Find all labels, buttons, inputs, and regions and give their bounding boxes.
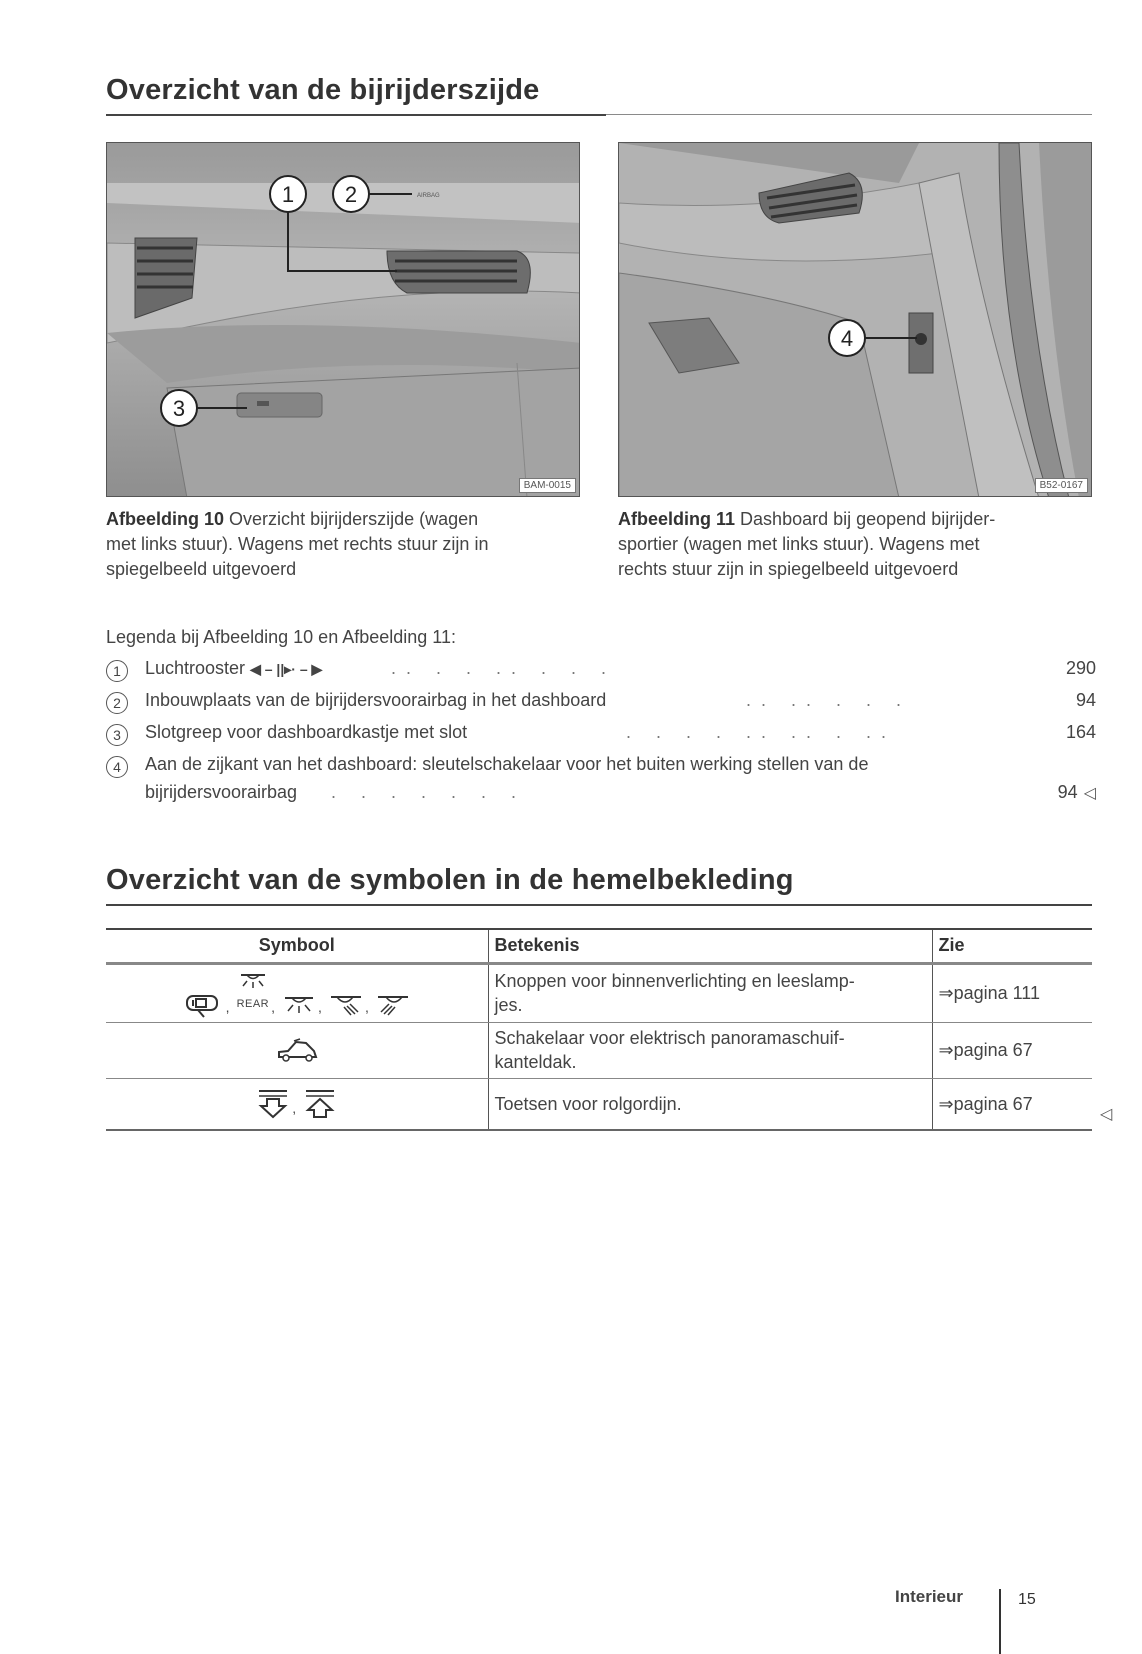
legend-page-link[interactable]: 164 xyxy=(1065,722,1096,742)
figure-11-image xyxy=(618,142,1092,497)
legend-item xyxy=(106,658,1096,684)
back-triangle-icon: ◁ xyxy=(1083,785,1096,802)
title-underline xyxy=(106,114,606,116)
reading-light-right-icon xyxy=(376,993,410,1017)
column-header-see: Zie xyxy=(932,929,1092,963)
meaning-text: jes. xyxy=(494,995,523,1016)
footer-section-name: Interieur xyxy=(895,1587,964,1606)
interior-light-car-icon xyxy=(184,991,224,1019)
column-header-meaning: Betekenis xyxy=(488,929,932,963)
caption-line: met links stuur). Wagens met rechts stuur zijn in xyxy=(106,534,489,554)
legend-page-link[interactable]: 290 xyxy=(1065,658,1096,678)
callout-3: 3 xyxy=(172,396,186,421)
legend-text: Luchtrooster xyxy=(145,658,246,678)
dome-light-icon xyxy=(282,994,316,1016)
section-title-passenger-side: Overzicht van de bijrijderszijde xyxy=(106,74,540,106)
legend-number: 2 xyxy=(106,692,128,714)
caption-line: Overzicht bijrijderszijde (wagen xyxy=(229,509,479,529)
leader-dots: . . . . . . . xyxy=(331,782,527,802)
see-page-link[interactable]: ⇒pagina 67 xyxy=(932,1022,1092,1078)
legend-number: 4 xyxy=(106,756,128,778)
see-page-link[interactable]: ⇒pagina 111 xyxy=(932,963,1092,1022)
symbols-table xyxy=(106,928,1092,1131)
legend-page-link[interactable]: 94 xyxy=(1075,690,1096,710)
airbag-tag: AIRBAG xyxy=(417,193,440,199)
table-header-row xyxy=(106,929,1092,963)
title-underline xyxy=(106,904,1092,906)
rear-label: REAR xyxy=(236,997,270,1010)
leader-dots: . . . . .. .. . .. xyxy=(626,722,897,742)
figure-10-caption xyxy=(106,507,580,582)
legend-text: Aan de zijkant van het dashboard: sleutelschakelaar voor het buiten werking stellen van de xyxy=(145,754,869,774)
caption-line: rechts stuur zijn in spiegelbeeld uitgevoerd xyxy=(618,559,959,579)
legend-item xyxy=(106,754,1096,780)
figure-code: BAM-0015 xyxy=(519,478,576,493)
section-title-headliner-symbols: Overzicht van de symbolen in de hemelbekleding xyxy=(106,864,794,896)
see-page-link[interactable]: ⇒pagina 67 xyxy=(932,1078,1092,1130)
callout-2: 2 xyxy=(344,182,358,207)
page-number: 15 xyxy=(1018,1591,1036,1608)
meaning-text: Knoppen voor binnenverlichting en leeslamp- xyxy=(494,971,855,992)
leader-dots: .. . . .. . . . xyxy=(391,658,617,678)
legend-text: Slotgreep voor dashboardkastje met slot xyxy=(145,722,468,742)
legend-item xyxy=(106,690,1096,716)
meaning-text: Toetsen voor rolgordijn. xyxy=(488,1078,932,1130)
table-row: , Toetsen voor rolgordijn. ⇒pagina 67 xyxy=(106,1078,1092,1130)
figure-11-caption xyxy=(618,507,1092,582)
legend-item-cont xyxy=(106,782,1096,808)
legend-text: Inbouwplaats van de bijrijdersvoorairbag in het dashboard xyxy=(145,690,607,710)
caption-line: Dashboard bij geopend bijrijder- xyxy=(740,509,996,529)
legend-page-link[interactable]: 94 xyxy=(1057,782,1078,802)
meaning-text: kanteldak. xyxy=(494,1052,577,1073)
callout-4: 4 xyxy=(840,326,854,351)
figure-code: B52-0167 xyxy=(1035,478,1088,493)
legend-intro: Legenda bij Afbeelding 10 en Afbeelding 11: xyxy=(106,627,456,647)
meaning-text: Schakelaar voor elektrisch panoramaschuif- xyxy=(494,1028,845,1049)
figure-10-image xyxy=(106,142,580,497)
blind-open-icon xyxy=(303,1088,337,1120)
legend-text: bijrijdersvoorairbag xyxy=(145,782,298,802)
sunroof-car-icon xyxy=(274,1037,320,1063)
title-underline-ext xyxy=(606,114,1092,115)
air-vent-symbol-icon: ◀ – ||▸· – ▶ xyxy=(250,661,323,677)
caption-line: sportier (wagen met links stuur). Wagens met xyxy=(618,534,980,554)
column-header-symbol: Symbool xyxy=(106,929,488,963)
legend-number: 1 xyxy=(106,660,128,682)
caption-label: Afbeelding 10 xyxy=(106,509,225,529)
legend-item xyxy=(106,722,1096,748)
blind-close-icon xyxy=(256,1088,290,1120)
callout-1: 1 xyxy=(281,182,295,207)
back-triangle-icon: ◁ xyxy=(1100,1106,1113,1123)
legend-number: 3 xyxy=(106,724,128,746)
table-row xyxy=(106,1022,1092,1078)
table-row: , REAR , , , Knoppen voor binnenverlichting en leeslamp- jes. ⇒pagina 111 xyxy=(106,963,1092,1022)
reading-light-left-icon xyxy=(329,993,363,1017)
caption-line: spiegelbeeld uitgevoerd xyxy=(106,559,297,579)
footer-divider xyxy=(999,1589,1001,1654)
caption-label: Afbeelding 11 xyxy=(618,509,736,529)
leader-dots: .. .. . . . xyxy=(746,690,912,710)
rear-dome-light-icon xyxy=(238,972,268,990)
